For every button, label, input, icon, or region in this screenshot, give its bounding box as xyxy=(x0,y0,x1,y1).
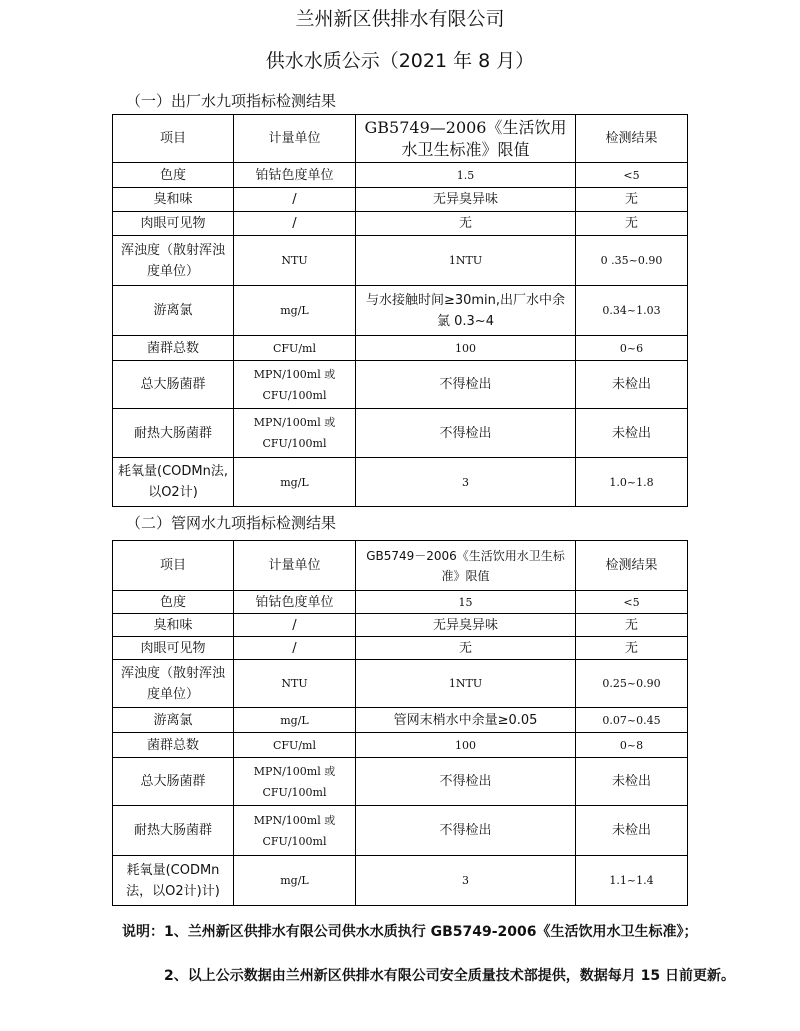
table-row xyxy=(113,637,688,660)
table-row xyxy=(113,591,688,614)
table-row xyxy=(113,236,688,286)
table-row xyxy=(113,708,688,733)
table-row xyxy=(113,856,688,906)
cell-limit: 1NTU xyxy=(356,660,576,708)
cell-unit: mg/L xyxy=(234,708,356,733)
cell-limit: 管网末梢水中余量≥0.05 xyxy=(356,708,576,733)
table-row xyxy=(113,336,688,361)
table-row xyxy=(113,458,688,507)
section-title-network-water: （二）管网水九项指标检测结果 xyxy=(126,514,337,532)
cell-item: 色度 xyxy=(113,591,234,614)
cell-unit: mg/L xyxy=(234,856,356,906)
header-result: 检测结果 xyxy=(576,115,688,163)
header-result: 检测结果 xyxy=(576,541,688,591)
cell-unit: MPN/100ml 或 CFU/100ml xyxy=(234,806,356,856)
cell-limit: 无 xyxy=(356,637,576,660)
cell-limit: 不得检出 xyxy=(356,806,576,856)
cell-limit: 100 xyxy=(356,336,576,361)
cell-item: 肉眼可见物 xyxy=(113,212,234,236)
cell-result: 0.07~0.45 xyxy=(576,708,688,733)
cell-limit: 1.5 xyxy=(356,163,576,188)
note-2: 2、以上公示数据由兰州新区供排水有限公司安全质量技术部提供，数据每月 15 日前更新。 xyxy=(164,968,735,984)
cell-result: 未检出 xyxy=(576,409,688,458)
cell-item: 浑浊度（散射浑浊度单位） xyxy=(113,236,234,286)
org-title: 兰州新区供排水有限公司 xyxy=(295,8,505,30)
cell-unit: CFU/ml xyxy=(234,336,356,361)
cell-unit: 铂钴色度单位 xyxy=(234,163,356,188)
cell-unit: MPN/100ml 或 CFU/100ml xyxy=(234,758,356,806)
cell-item: 游离氯 xyxy=(113,708,234,733)
cell-result: 0~6 xyxy=(576,336,688,361)
cell-limit: 不得检出 xyxy=(356,758,576,806)
table-row xyxy=(113,660,688,708)
cell-result: 1.1~1.4 xyxy=(576,856,688,906)
cell-result: 0 .35~0.90 xyxy=(576,236,688,286)
table-row xyxy=(113,758,688,806)
cell-item: 菌群总数 xyxy=(113,733,234,758)
cell-unit: MPN/100ml 或 CFU/100ml xyxy=(234,409,356,458)
cell-unit: 铂钴色度单位 xyxy=(234,591,356,614)
cell-limit: 15 xyxy=(356,591,576,614)
cell-item: 臭和味 xyxy=(113,614,234,637)
notice-title: 供水水质公示（2021 年 8 月） xyxy=(265,50,535,72)
cell-item: 菌群总数 xyxy=(113,336,234,361)
cell-unit: / xyxy=(234,614,356,637)
cell-item: 游离氯 xyxy=(113,286,234,336)
cell-item: 总大肠菌群 xyxy=(113,758,234,806)
cell-unit: mg/L xyxy=(234,286,356,336)
cell-result: 无 xyxy=(576,614,688,637)
cell-item: 浑浊度（散射浑浊度单位） xyxy=(113,660,234,708)
cell-result: 未检出 xyxy=(576,806,688,856)
table-header-row xyxy=(113,541,688,591)
cell-result: 未检出 xyxy=(576,758,688,806)
section-title-factory-water: （一）出厂水九项指标检测结果 xyxy=(126,92,337,110)
cell-unit: CFU/ml xyxy=(234,733,356,758)
cell-result: 0.34~1.03 xyxy=(576,286,688,336)
table-header-row xyxy=(113,115,688,163)
table-row xyxy=(113,733,688,758)
cell-item: 色度 xyxy=(113,163,234,188)
cell-unit: / xyxy=(234,212,356,236)
cell-limit: 无异臭异味 xyxy=(356,188,576,212)
cell-limit: 3 xyxy=(356,856,576,906)
cell-limit: 无 xyxy=(356,212,576,236)
cell-item: 耐热大肠菌群 xyxy=(113,806,234,856)
table-row xyxy=(113,361,688,409)
cell-limit: 1NTU xyxy=(356,236,576,286)
factory-water-table xyxy=(112,114,688,507)
cell-result: 无 xyxy=(576,188,688,212)
cell-item: 总大肠菌群 xyxy=(113,361,234,409)
table-row xyxy=(113,286,688,336)
cell-item: 耗氧量(CODMn法，以O2计)计) xyxy=(113,856,234,906)
header-item: 项目 xyxy=(113,115,234,163)
header-limit: GB5749—2006《生活饮用水卫生标准》限值 xyxy=(356,115,576,163)
cell-limit: 100 xyxy=(356,733,576,758)
cell-limit: 3 xyxy=(356,458,576,507)
cell-result: 0~8 xyxy=(576,733,688,758)
cell-unit: mg/L xyxy=(234,458,356,507)
table-row xyxy=(113,806,688,856)
table-row xyxy=(113,188,688,212)
cell-limit: 不得检出 xyxy=(356,409,576,458)
cell-item: 耐热大肠菌群 xyxy=(113,409,234,458)
cell-unit: NTU xyxy=(234,660,356,708)
cell-item: 臭和味 xyxy=(113,188,234,212)
cell-limit: 不得检出 xyxy=(356,361,576,409)
header-unit: 计量单位 xyxy=(234,541,356,591)
cell-unit: / xyxy=(234,637,356,660)
cell-unit: NTU xyxy=(234,236,356,286)
cell-unit: MPN/100ml 或 CFU/100ml xyxy=(234,361,356,409)
table-row xyxy=(113,212,688,236)
header-limit: GB5749－2006《生活饮用水卫生标准》限值 xyxy=(356,541,576,591)
table-row xyxy=(113,163,688,188)
cell-result: 1.0~1.8 xyxy=(576,458,688,507)
cell-result: <5 xyxy=(576,163,688,188)
cell-result: <5 xyxy=(576,591,688,614)
cell-unit: / xyxy=(234,188,356,212)
header-unit: 计量单位 xyxy=(234,115,356,163)
cell-result: 无 xyxy=(576,637,688,660)
cell-item: 肉眼可见物 xyxy=(113,637,234,660)
cell-limit: 与水接触时间≥30min,出厂水中余氯 0.3~4 xyxy=(356,286,576,336)
note-1: 说明：1、兰州新区供排水有限公司供水水质执行 GB5749-2006《生活饮用水卫生标准》； xyxy=(122,924,698,940)
network-water-table xyxy=(112,540,688,906)
cell-result: 无 xyxy=(576,212,688,236)
cell-result: 未检出 xyxy=(576,361,688,409)
header-item: 项目 xyxy=(113,541,234,591)
cell-limit: 无异臭异味 xyxy=(356,614,576,637)
cell-item: 耗氧量(CODMn法,以O2计) xyxy=(113,458,234,507)
table-row xyxy=(113,409,688,458)
cell-result: 0.25~0.90 xyxy=(576,660,688,708)
table-row xyxy=(113,614,688,637)
